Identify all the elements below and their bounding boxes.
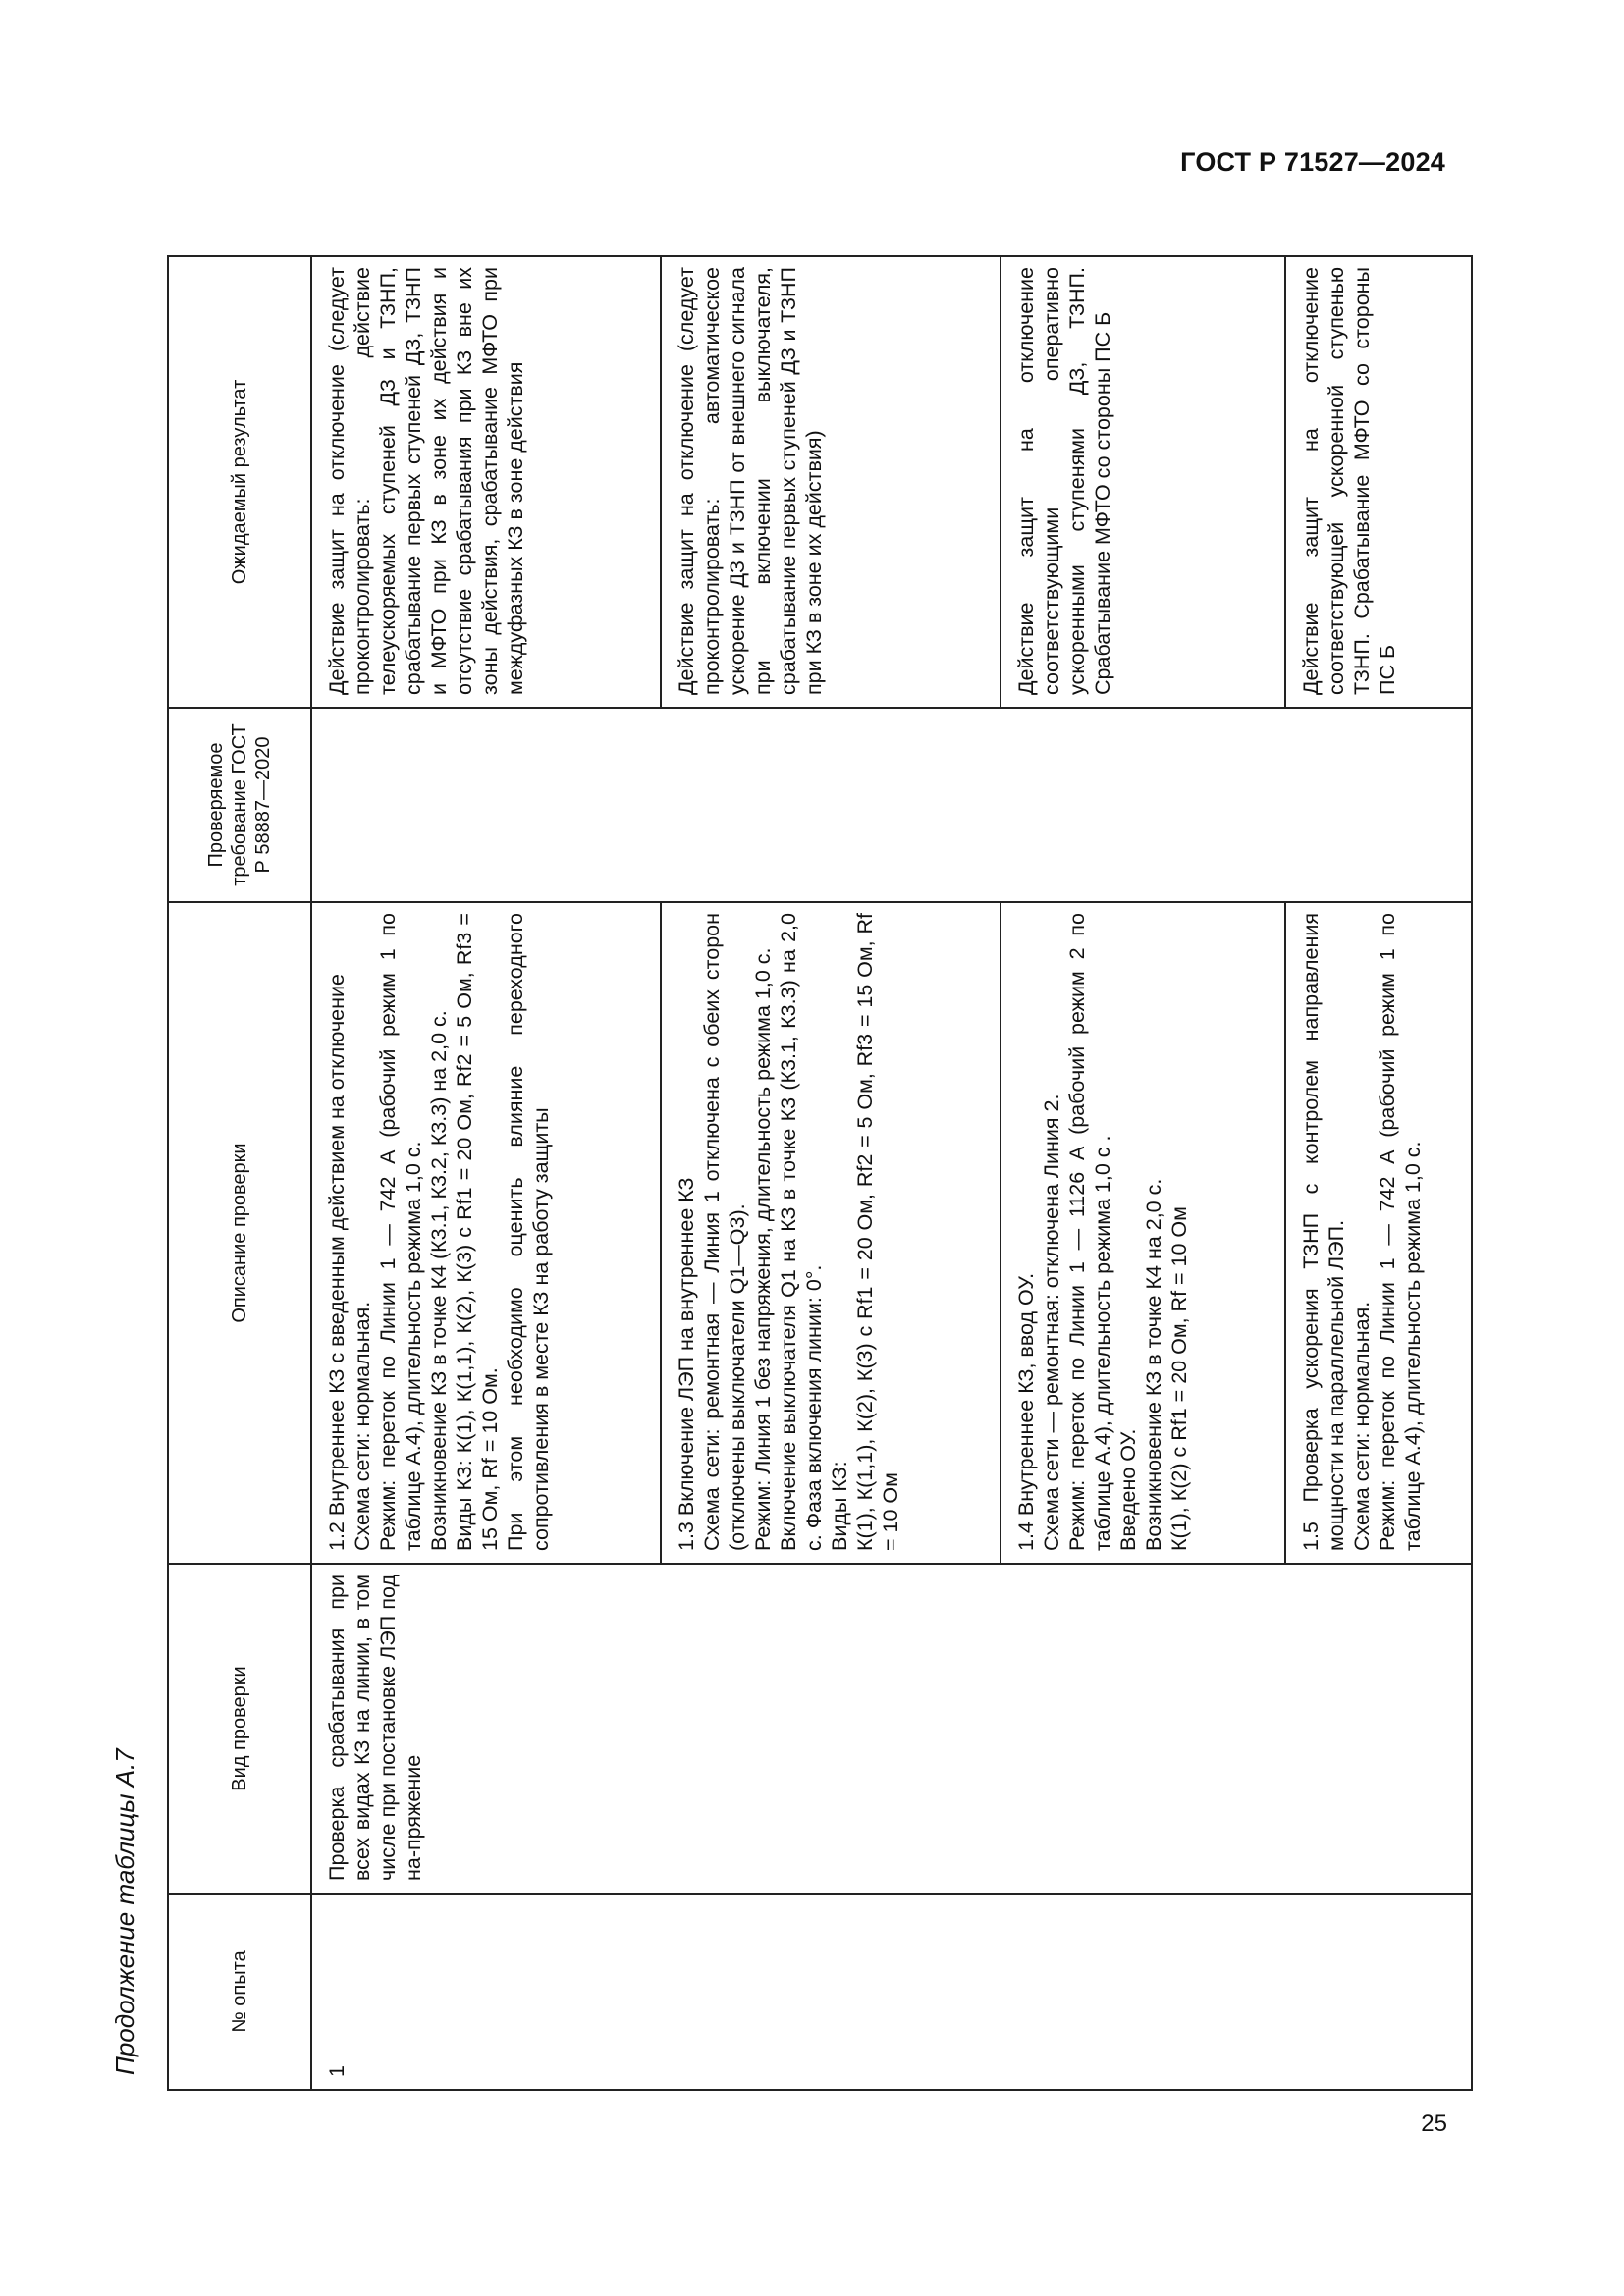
description-1-3 [661, 902, 1001, 1564]
description-line: Режим: переток по Линии 1 — 742 А (рабочий режим 1 по таблице А.4), длительность режима 1,0 с. [376, 913, 425, 1551]
document-code: ГОСТ Р 71527—2024 [1180, 147, 1445, 177]
description-1-4 [1001, 902, 1285, 1564]
table-caption: Продолжение таблицы А.7 [110, 1748, 139, 2075]
rotated-table-region [104, 257, 1425, 2091]
header-check-type: Вид проверки [168, 1564, 311, 1894]
header-expected-result: Ожидаемый результат [168, 256, 311, 708]
description-line: Режим: переток по Линии 1 — 1126 А (рабочий режим 2 по таблице А.4), длительность режима 1,0 с . [1065, 913, 1114, 1551]
description-line: Схема сети: нормальная. [1350, 1301, 1374, 1551]
description-line: Режим: Линия 1 без напряжения, длительность режима 1,0 с. [751, 947, 775, 1551]
description-line: Схема сети: нормальная. [351, 1301, 374, 1551]
description-line: 1.5 Проверка ускорения ТЗНП с контролем направления мощности на параллельной ЛЭП. [1299, 913, 1348, 1551]
description-1-5 [1285, 902, 1472, 1564]
description-line: 1.4 Внутреннее КЗ, ввод ОУ. [1014, 1272, 1038, 1551]
table-header-row [168, 256, 311, 2090]
description-line: Возникновение КЗ в точке К4 на 2,0 с. [1142, 1178, 1165, 1551]
expected-1-5: Действие защит на отключение соответствующей ускоренной ступенью ТЗНП. Срабатывание МФТО со стороны ПС Б [1285, 256, 1472, 708]
table-row [311, 256, 661, 2090]
description-line: Схема сети: ремонтная — Линия 1 отключена с обеих сторон (отключены выключатели Q1—Q3). [700, 913, 749, 1551]
verified-requirement-cell [311, 708, 1472, 902]
check-type-cell: Проверка срабатывания при всех видах КЗ на линии, в том числе при постановке ЛЭП под на-пряжение [311, 1564, 1472, 1894]
expected-1-2: Действие защит на отключение (следует проконтролировать: действие телеускоряемых ступеней ДЗ и ТЗНП, срабатывание первых ступеней ДЗ, ТЗНП и МФТО при КЗ в зоне их действия и отсутствие срабатывания при КЗ вне их зоны действия, срабатывание МФТО при междуфазных КЗ в зоне действия [311, 256, 661, 708]
header-verified-requirement: Проверяемое требование ГОСТ Р 58887—2020 [168, 708, 311, 902]
description-line: К(1), К(2) с Rf1 = 20 Ом, Rf = 10 Ом [1167, 1206, 1191, 1551]
expected-1-3: Действие защит на отключение (следует проконтролировать: автоматическое ускорение ДЗ и ТЗНП от внешнего сигнала при включении выключателя, срабатывание первых ступеней ДЗ и ТЗНП при КЗ в зоне их действия) [661, 256, 1001, 708]
description-line: При этом необходимо оценить влияние переходного сопротивления в месте КЗ на работу защиты [504, 913, 553, 1551]
description-line: Введено ОУ. [1116, 1428, 1140, 1551]
page-number: 25 [1421, 2110, 1447, 2137]
header-check-description: Описание проверки [168, 902, 311, 1564]
description-line: 1.2 Внутреннее КЗ с введенным действием на отключение [325, 974, 349, 1551]
description-line: Виды КЗ: К(1), К(1,1), К(2), К(3) с Rf1 = 20 Ом, Rf2 = 5 Ом, Rf3 = 15 Ом, Rf = 10 Ом. [453, 913, 502, 1551]
results-table [167, 255, 1473, 2091]
expected-1-4: Действие защит на отключение соответствующими оперативно ускоренными ступенями ДЗ, ТЗНП. Срабатывание МФТО со стороны ПС Б [1001, 256, 1285, 708]
test-number-cell: 1 [311, 1894, 1472, 2090]
description-line: Режим: переток по Линии 1 — 742 А (рабочий режим 1 по таблице А.4), длительность режима 1,0 с. [1376, 913, 1425, 1551]
description-line: К(1), К(1,1), К(2), К(3) с Rf1 = 20 Ом, Rf2 = 5 Ом, Rf3 = 15 Ом, Rf = 10 Ом [853, 913, 902, 1551]
description-1-2 [311, 902, 661, 1564]
description-line: Схема сети — ремонтная: отключена Линия 2. [1040, 1094, 1063, 1551]
description-line: Включение выключателя Q1 на КЗ в точке К3 (К3.1, К3.3) на 2,0 с. Фаза включения линии: 0°. [777, 913, 826, 1551]
description-line: 1.3 Включение ЛЭП на внутреннее КЗ [675, 1177, 698, 1551]
header-test-number: № опыта [168, 1894, 311, 2090]
description-line: Возникновение КЗ в точке К4 (К3.1, К3.2, К3.3) на 2,0 с. [427, 1010, 451, 1551]
description-line: Виды КЗ: [828, 1461, 851, 1551]
